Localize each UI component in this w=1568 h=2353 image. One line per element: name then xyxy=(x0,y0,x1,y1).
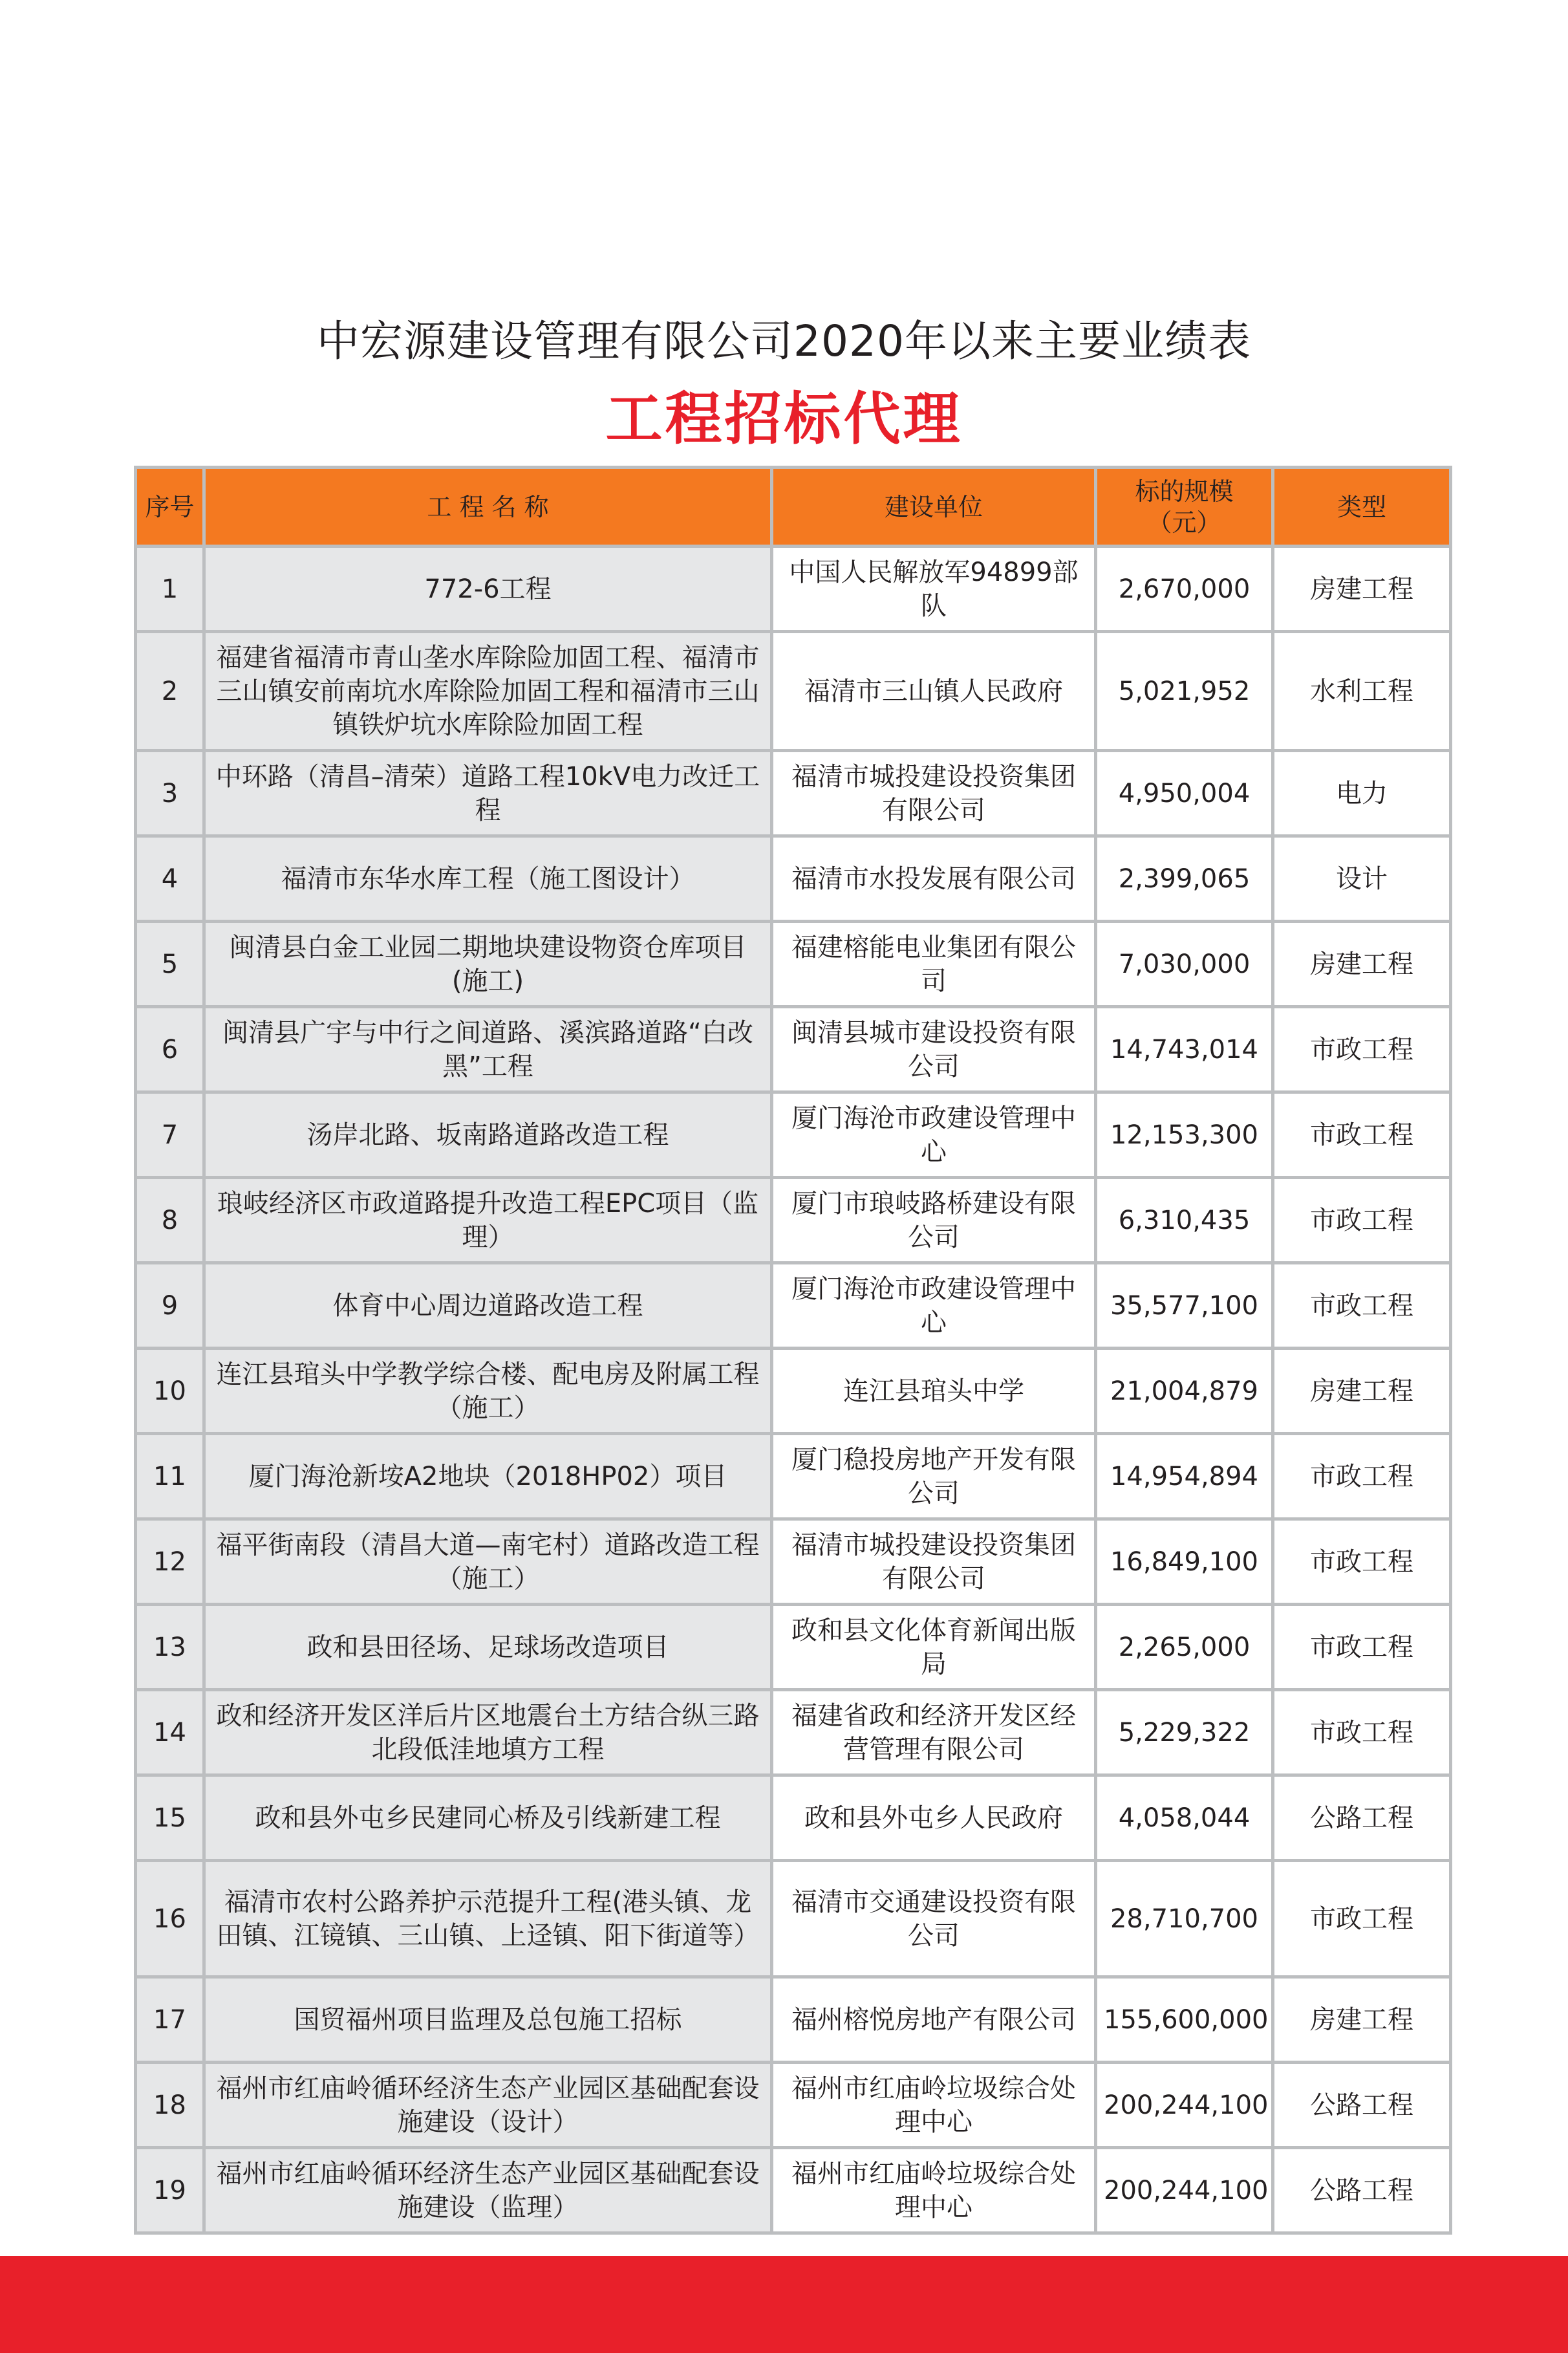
cell-project-name: 体育中心周边道路改造工程 xyxy=(204,1263,772,1349)
table-row xyxy=(136,1690,1451,1775)
cell-project-name: 福建省福清市青山垄水库除险加固工程、福清市三山镇安前南坑水库除险加固工程和福清市三山镇铁炉坑水库除险加固工程 xyxy=(204,632,772,751)
cell-client: 厦门海沧市政建设管理中心 xyxy=(772,1092,1096,1178)
cell-type: 房建工程 xyxy=(1273,547,1451,632)
cell-scale: 2,265,000 xyxy=(1096,1605,1273,1690)
cell-type: 市政工程 xyxy=(1273,1519,1451,1605)
cell-seq: 3 xyxy=(136,751,204,836)
cell-seq: 1 xyxy=(136,547,204,632)
cell-scale: 200,244,100 xyxy=(1096,2063,1273,2148)
cell-client: 福建省政和经济开发区经营管理有限公司 xyxy=(772,1690,1096,1775)
cell-project-name: 福平街南段（清昌大道—南宅村）道路改造工程（施工） xyxy=(204,1519,772,1605)
cell-type: 房建工程 xyxy=(1273,1349,1451,1434)
table-row xyxy=(136,1519,1451,1605)
cell-type: 市政工程 xyxy=(1273,1690,1451,1775)
column-header-name: 工 程 名 称 xyxy=(204,468,772,547)
cell-type: 公路工程 xyxy=(1273,2148,1451,2233)
cell-scale: 2,399,065 xyxy=(1096,836,1273,922)
cell-client: 福建榕能电业集团有限公司 xyxy=(772,922,1096,1007)
table-row xyxy=(136,1861,1451,1977)
table-row xyxy=(136,1605,1451,1690)
cell-project-name: 闽清县白金工业园二期地块建设物资仓库项目(施工) xyxy=(204,922,772,1007)
cell-client: 厦门海沧市政建设管理中心 xyxy=(772,1263,1096,1349)
table-row xyxy=(136,1434,1451,1519)
section-title: 工程招标代理 xyxy=(605,385,963,452)
cell-type: 公路工程 xyxy=(1273,1775,1451,1861)
cell-client: 福清市水投发展有限公司 xyxy=(772,836,1096,922)
cell-type: 市政工程 xyxy=(1273,1178,1451,1263)
cell-type: 市政工程 xyxy=(1273,1092,1451,1178)
cell-client: 福清市城投建设投资集团有限公司 xyxy=(772,751,1096,836)
table-row xyxy=(136,836,1451,922)
cell-scale: 16,849,100 xyxy=(1096,1519,1273,1605)
cell-client: 福州市红庙岭垃圾综合处理中心 xyxy=(772,2148,1096,2233)
table-row xyxy=(136,2063,1451,2148)
cell-project-name: 福清市农村公路养护示范提升工程(港头镇、龙田镇、江镜镇、三山镇、上迳镇、阳下街道等） xyxy=(204,1861,772,1977)
cell-seq: 7 xyxy=(136,1092,204,1178)
cell-scale: 7,030,000 xyxy=(1096,922,1273,1007)
cell-project-name: 连江县琯头中学教学综合楼、配电房及附属工程（施工） xyxy=(204,1349,772,1434)
cell-client: 政和县外屯乡人民政府 xyxy=(772,1775,1096,1861)
cell-scale: 12,153,300 xyxy=(1096,1092,1273,1178)
table-row xyxy=(136,1092,1451,1178)
cell-client: 福清市交通建设投资有限公司 xyxy=(772,1861,1096,1977)
table-body xyxy=(136,547,1451,2233)
cell-scale: 155,600,000 xyxy=(1096,1977,1273,2063)
cell-type: 设计 xyxy=(1273,836,1451,922)
cell-seq: 2 xyxy=(136,632,204,751)
cell-project-name: 中环路（清昌–清荣）道路工程10kV电力改迁工程 xyxy=(204,751,772,836)
cell-seq: 16 xyxy=(136,1861,204,1977)
cell-scale: 4,950,004 xyxy=(1096,751,1273,836)
cell-type: 市政工程 xyxy=(1273,1605,1451,1690)
cell-scale: 2,670,000 xyxy=(1096,547,1273,632)
cell-seq: 5 xyxy=(136,922,204,1007)
cell-client: 闽清县城市建设投资有限公司 xyxy=(772,1007,1096,1092)
cell-client: 厦门市琅岐路桥建设有限公司 xyxy=(772,1178,1096,1263)
table-row xyxy=(136,922,1451,1007)
cell-type: 房建工程 xyxy=(1273,1977,1451,2063)
cell-seq: 9 xyxy=(136,1263,204,1349)
cell-project-name: 772-6工程 xyxy=(204,547,772,632)
cell-seq: 12 xyxy=(136,1519,204,1605)
cell-project-name: 福州市红庙岭循环经济生态产业园区基础配套设施建设（设计） xyxy=(204,2063,772,2148)
column-header-scale: 标的规模 （元） xyxy=(1096,468,1273,547)
cell-seq: 19 xyxy=(136,2148,204,2233)
cell-seq: 10 xyxy=(136,1349,204,1434)
cell-project-name: 闽清县广宇与中行之间道路、溪滨路道路“白改黑”工程 xyxy=(204,1007,772,1092)
table-row xyxy=(136,1007,1451,1092)
cell-client: 福清市城投建设投资集团有限公司 xyxy=(772,1519,1096,1605)
table-row xyxy=(136,1178,1451,1263)
table-row xyxy=(136,1775,1451,1861)
cell-scale: 5,021,952 xyxy=(1096,632,1273,751)
performance-table xyxy=(134,466,1452,2235)
table-row xyxy=(136,1977,1451,2063)
table-row xyxy=(136,1349,1451,1434)
cell-type: 市政工程 xyxy=(1273,1434,1451,1519)
cell-scale: 28,710,700 xyxy=(1096,1861,1273,1977)
cell-seq: 13 xyxy=(136,1605,204,1690)
table-row xyxy=(136,632,1451,751)
cell-scale: 6,310,435 xyxy=(1096,1178,1273,1263)
table-header-row xyxy=(136,468,1451,547)
cell-project-name: 政和县田径场、足球场改造项目 xyxy=(204,1605,772,1690)
cell-client: 政和县文化体育新闻出版局 xyxy=(772,1605,1096,1690)
cell-seq: 14 xyxy=(136,1690,204,1775)
cell-client: 厦门稳投房地产开发有限公司 xyxy=(772,1434,1096,1519)
cell-project-name: 福州市红庙岭循环经济生态产业园区基础配套设施建设（监理） xyxy=(204,2148,772,2233)
performance-table-container xyxy=(134,466,1449,2235)
table-row xyxy=(136,1263,1451,1349)
cell-seq: 4 xyxy=(136,836,204,922)
cell-client: 福清市三山镇人民政府 xyxy=(772,632,1096,751)
cell-type: 市政工程 xyxy=(1273,1263,1451,1349)
cell-seq: 8 xyxy=(136,1178,204,1263)
cell-project-name: 厦门海沧新垵A2地块（2018HP02）项目 xyxy=(204,1434,772,1519)
page-title: 中宏源建设管理有限公司2020年以来主要业绩表 xyxy=(317,316,1251,366)
cell-client: 中国人民解放军94899部队 xyxy=(772,547,1096,632)
column-header-seq: 序号 xyxy=(136,468,204,547)
table-row xyxy=(136,547,1451,632)
cell-seq: 6 xyxy=(136,1007,204,1092)
cell-scale: 200,244,100 xyxy=(1096,2148,1273,2233)
cell-seq: 17 xyxy=(136,1977,204,2063)
cell-scale: 14,954,894 xyxy=(1096,1434,1273,1519)
cell-scale: 21,004,879 xyxy=(1096,1349,1273,1434)
cell-project-name: 国贸福州项目监理及总包施工招标 xyxy=(204,1977,772,2063)
cell-project-name: 汤岸北路、坂南路道路改造工程 xyxy=(204,1092,772,1178)
cell-scale: 14,743,014 xyxy=(1096,1007,1273,1092)
cell-type: 水利工程 xyxy=(1273,632,1451,751)
column-header-unit: 建设单位 xyxy=(772,468,1096,547)
cell-project-name: 福清市东华水库工程（施工图设计） xyxy=(204,836,772,922)
table-row xyxy=(136,751,1451,836)
cell-project-name: 琅岐经济区市政道路提升改造工程EPC项目（监理） xyxy=(204,1178,772,1263)
cell-seq: 18 xyxy=(136,2063,204,2148)
cell-project-name: 政和县外屯乡民建同心桥及引线新建工程 xyxy=(204,1775,772,1861)
cell-scale: 35,577,100 xyxy=(1096,1263,1273,1349)
cell-scale: 4,058,044 xyxy=(1096,1775,1273,1861)
cell-type: 公路工程 xyxy=(1273,2063,1451,2148)
cell-scale: 5,229,322 xyxy=(1096,1690,1273,1775)
table-row xyxy=(136,2148,1451,2233)
cell-project-name: 政和经济开发区洋后片区地震台土方结合纵三路北段低洼地填方工程 xyxy=(204,1690,772,1775)
cell-client: 连江县琯头中学 xyxy=(772,1349,1096,1434)
cell-client: 福州市红庙岭垃圾综合处理中心 xyxy=(772,2063,1096,2148)
cell-type: 房建工程 xyxy=(1273,922,1451,1007)
cell-seq: 11 xyxy=(136,1434,204,1519)
column-header-type: 类型 xyxy=(1273,468,1451,547)
cell-type: 电力 xyxy=(1273,751,1451,836)
cell-type: 市政工程 xyxy=(1273,1007,1451,1092)
footer-red-bar xyxy=(0,2256,1568,2353)
cell-seq: 15 xyxy=(136,1775,204,1861)
cell-client: 福州榕悦房地产有限公司 xyxy=(772,1977,1096,2063)
cell-type: 市政工程 xyxy=(1273,1861,1451,1977)
